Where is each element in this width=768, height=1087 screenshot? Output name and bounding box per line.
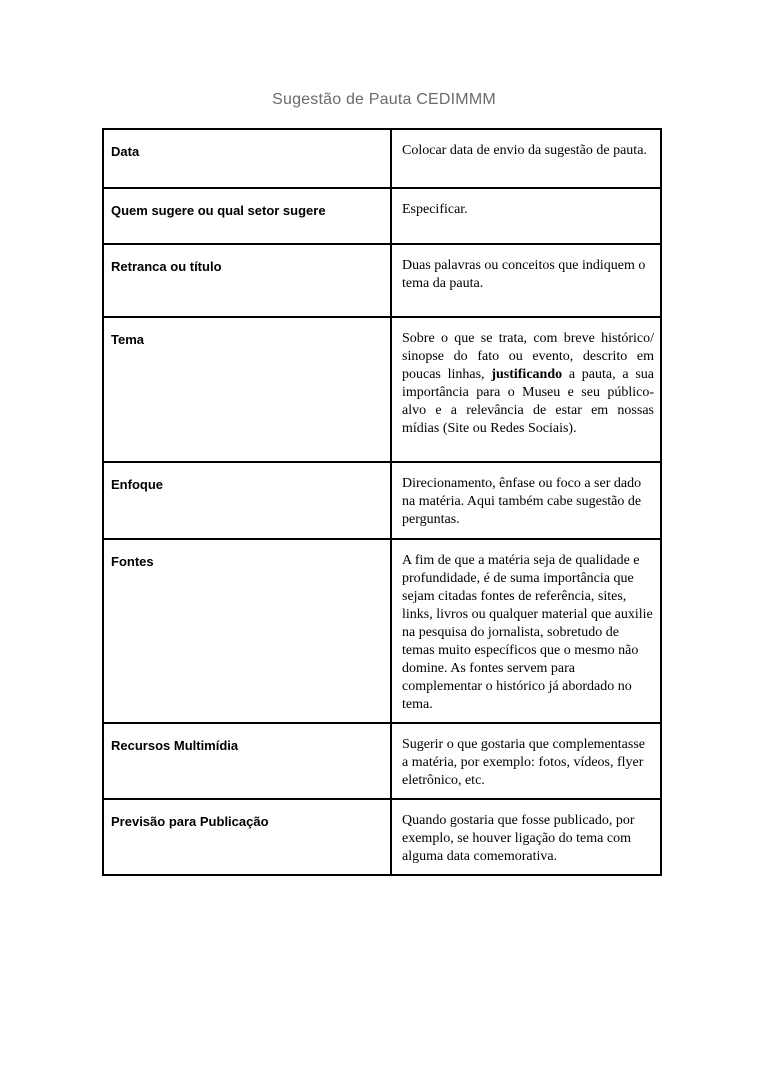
row-label: Previsão para Publicação (103, 799, 391, 875)
row-label: Data (103, 129, 391, 188)
row-value: Sugerir o que gostaria que complementasse a matéria, por exemplo: fotos, vídeos, flyer eletrônico, etc. (391, 723, 661, 799)
row-label: Fontes (103, 539, 391, 723)
table-row-recursos (103, 723, 661, 799)
pauta-table (102, 128, 662, 876)
row-value (391, 317, 661, 462)
row-label: Enfoque (103, 462, 391, 539)
table-row-quem-sugere (103, 188, 661, 244)
table-row-retranca (103, 244, 661, 317)
row-value: Especificar. (391, 188, 661, 244)
row-value: A fim de que a matéria seja de qualidade e profundidade, é de suma importância que sejam citadas fontes de referência, sites, links, livros ou qualquer material que auxilie na pesquisa do jornalista, sobretudo de temas muito específicos que o mesmo não domine. As fontes servem para complementar o histórico já abordado no tema. (391, 539, 661, 723)
table-row-previsao (103, 799, 661, 875)
row-label: Quem sugere ou qual setor sugere (103, 188, 391, 244)
row-value-part: a pauta, a sua importância para o Museu e seu público-alvo e a relevância de estar em nossas mídias (Site ou Redes Sociais). (402, 367, 654, 436)
row-value-emphasis: justificando (491, 367, 563, 382)
table-row-tema (103, 317, 661, 462)
row-value: Direcionamento, ênfase ou foco a ser dado na matéria. Aqui também cabe sugestão de perguntas. (391, 462, 661, 539)
table-row-data (103, 129, 661, 188)
row-value: Quando gostaria que fosse publicado, por exemplo, se houver ligação do tema com alguma data comemorativa. (391, 799, 661, 875)
row-value-part: Sobre o que se trata, com breve histórico/ sinopse do fato ou evento, descrito em poucas linhas, (402, 331, 654, 382)
row-value: Colocar data de envio da sugestão de pauta. (391, 129, 661, 188)
row-value: Duas palavras ou conceitos que indiquem o tema da pauta. (391, 244, 661, 317)
table-row-fontes (103, 539, 661, 723)
row-label: Tema (103, 317, 391, 462)
page-title: Sugestão de Pauta CEDIMMM (272, 91, 496, 108)
row-label: Recursos Multimídia (103, 723, 391, 799)
row-label: Retranca ou título (103, 244, 391, 317)
table-row-enfoque (103, 462, 661, 539)
